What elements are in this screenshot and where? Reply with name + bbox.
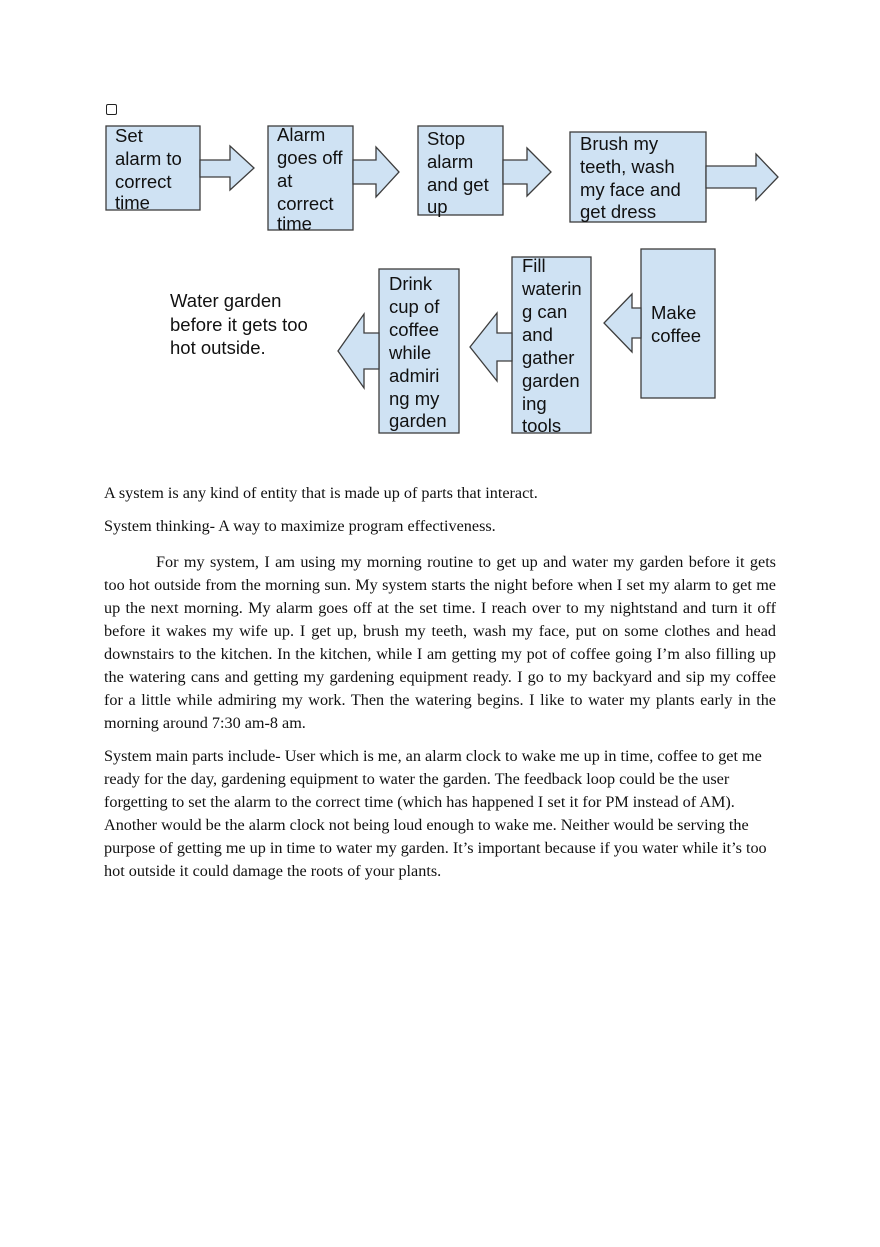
step-text: Alarm goes off at correct time <box>277 124 343 234</box>
arrow-right-icon <box>200 146 254 190</box>
flow-step-stop-alarm <box>418 126 503 217</box>
flow-step-make-coffee <box>641 249 715 398</box>
flow-step-brush-teeth <box>570 132 706 222</box>
arrow-right-icon <box>706 154 778 200</box>
arrow-left-icon <box>604 294 641 352</box>
system-definition: A system is any kind of entity that is made up of parts that interact. <box>104 484 538 502</box>
flow-step-alarm-goes-off <box>268 124 353 234</box>
flow-step-set-alarm <box>106 125 200 213</box>
flow-step-drink-coffee <box>379 269 459 433</box>
routine-paragraph: For my system, I am using my morning routine to get up and water my garden before it gets too hot outside from the morning sun. My system starts the night before when I set my alarm to get me up the next morning. My alarm goes off at the set time. I reach over to my nightstand and turn it off before it wakes my wife up. I get up, brush my teeth, wash my face, put on some clothes and head downstairs to the kitchen. In the kitchen, while I am getting my pot of coffee going I’m also filling up the watering cans and getting my gardening equipment ready. I go to my backyard and sip my coffee for a little while admiring my work. Then the watering begins. I like to water my plants early in the morning around 7:30 am-8 am. <box>104 553 776 732</box>
system-parts-paragraph: System main parts include- User which is me, an alarm clock to wake me up in time, coffee to get me ready for the day, gardening equipment to water the garden. The feedback loop could be the user forgetting to set the alarm to the correct time (which has happened I set it for PM instead of AM). Another would be the alarm clock not being loud enough to wake me. Neither would be serving the purpose of getting me up in time to water my garden. It’s important because if you water while it’s too hot outside it could damage the roots of your plants. <box>104 747 767 880</box>
flow-step-fill-watering-can <box>512 255 591 436</box>
system-thinking-definition: System thinking- A way to maximize program effectiveness. <box>104 517 496 535</box>
arrow-right-icon <box>503 148 551 196</box>
step-text: Drink cup of coffee while admiri ng my garden <box>389 273 447 431</box>
step-box <box>641 249 715 398</box>
arrow-right-icon <box>353 147 399 197</box>
flow-step-water-garden <box>170 290 313 358</box>
arrow-left-icon <box>470 313 512 381</box>
morning-routine-flow-diagram <box>0 0 880 450</box>
step-text: Make coffee <box>651 302 702 346</box>
step-text: Water garden before it gets too hot outside. <box>170 290 308 358</box>
step-text: Fill waterin g can and gather garden ing tools <box>522 255 582 436</box>
arrow-left-icon <box>338 314 379 388</box>
step-text: Set alarm to correct time <box>115 125 182 213</box>
step-text: Brush my teeth, wash my face and get dress <box>580 133 681 222</box>
step-text: Stop alarm and get up <box>427 128 489 217</box>
